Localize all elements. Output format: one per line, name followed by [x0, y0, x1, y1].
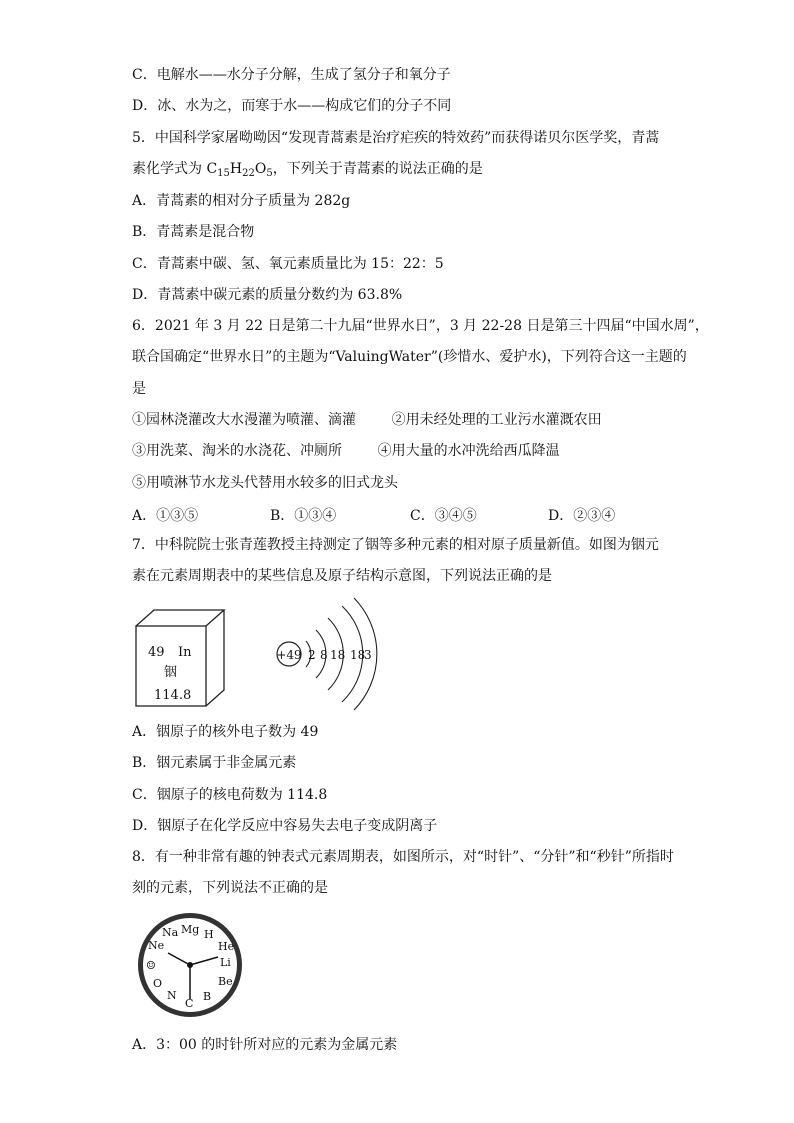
- q8-stem-line1: 8．有一种非常有趣的钟表式元素周期表，如图所示，对“时针”、“分针”和“秒针”所指时: [132, 849, 674, 865]
- clock-label-ne: Ne: [148, 939, 165, 952]
- q7-option-d: D．铟原子在化学反应中容易失去电子变成阴离子: [132, 818, 438, 834]
- q7-option-c: C．铟原子的核电荷数为 114.8: [132, 787, 328, 803]
- q4-option-d: D．冰、水为之，而寒于水——构成它们的分子不同: [132, 98, 452, 114]
- clock-label-h: H: [204, 928, 214, 941]
- q6-stem-line1: 6．2021 年 3 月 22 日是第二十九届“世界水日”，3 月 22-28 日是第三十四届“中国水周”，: [132, 318, 709, 334]
- shell-3-electrons: 18: [330, 648, 346, 662]
- shell-1-electrons: 2: [308, 648, 316, 662]
- q6-option-c: C．③④⑤: [410, 508, 477, 524]
- q6-items-1-2: ①园林浇灌改大水漫灌为喷灌、滴灌 ②用未经处理的工业污水灌溉农田: [132, 412, 602, 428]
- atomic-mass: 114.8: [154, 688, 192, 703]
- q6-option-a: A．①③⑤: [132, 508, 199, 524]
- clock-label-o: O: [153, 977, 163, 990]
- clock-label-b: B: [203, 990, 212, 1003]
- clock-label-na: Na: [162, 926, 179, 939]
- q5-option-c: C．青蒿素中碳、氢、氧元素质量比为 15：22：5: [132, 256, 444, 272]
- atomic-number: 49: [148, 645, 165, 660]
- q6-options: [132, 505, 692, 523]
- element-clock: [134, 911, 246, 1023]
- q8-option-a: A．3：00 的时针所对应的元素为金属元素: [132, 1037, 398, 1053]
- shell-2-electrons: 8: [320, 648, 328, 662]
- atom-structure: [276, 598, 377, 710]
- q7-stem-line2: 素在元素周期表中的某些信息及原子结构示意图，下列说法正确的是: [132, 568, 552, 584]
- q7-option-a: A．铟原子的核外电子数为 49: [132, 724, 319, 740]
- clock-label-be: Be: [218, 975, 233, 988]
- q5-option-d: D．青蒿素中碳元素的质量分数约为 63.8%: [132, 287, 403, 303]
- clock-label-smiley: ☺: [146, 959, 156, 972]
- indium-figure: [128, 596, 398, 716]
- q6-option-b: B．①③④: [270, 508, 337, 524]
- q5-option-a: A．青蒿素的相对分子质量为 282g: [132, 193, 351, 209]
- nucleus-charge: +49: [276, 648, 302, 662]
- clock-label-c: C: [185, 997, 194, 1010]
- q4-option-c: C．电解水——水分子分解，生成了氢分子和氧分子: [132, 67, 451, 83]
- q7-option-b: B．铟元素属于非金属元素: [132, 755, 297, 771]
- shell-5-electrons: 3: [364, 648, 372, 662]
- q7-stem-line1: 7．中科院院士张青莲教授主持测定了铟等多种元素的相对原子质量新值。如图为铟元: [132, 537, 659, 553]
- clock-center: [187, 962, 193, 968]
- q5-stem-line1: 5．中国科学家屠呦呦因“发现青蒿素是治疗疟疾的特效药”而获得诺贝尔医学奖，青蒿: [132, 130, 660, 146]
- clock-label-li: Li: [220, 956, 231, 969]
- card-top: [136, 610, 224, 626]
- element-name: 铟: [164, 665, 178, 680]
- element-symbol: In: [178, 645, 192, 660]
- q6-item-5: ⑤用喷淋节水龙头代替用水较多的旧式龙头: [132, 475, 398, 491]
- q5-option-b: B．青蒿素是混合物: [132, 224, 255, 240]
- clock-label-he: He: [218, 940, 235, 953]
- q6-stem-line2: 联合国确定“世界水日”的主题为“ValuingWater”(珍惜水、爱护水)，下列符合这一主题的: [132, 349, 687, 365]
- q8-stem-line2: 刻的元素，下列说法不正确的是: [132, 880, 328, 896]
- q5-stem-line2: 素化学式为 $C_{15}H_{22}O_5$，下列关于青蒿素的说法正确的是: [132, 161, 483, 179]
- clock-label-mg: Mg: [181, 923, 200, 936]
- q6-option-d: D．②③④: [548, 508, 616, 524]
- clock-label-n: N: [167, 989, 177, 1002]
- q6-stem-line3: 是: [132, 381, 146, 397]
- shell-4-electrons: 18: [350, 648, 366, 662]
- q6-items-3-4: ③用洗菜、淘米的水浇花、冲厕所 ④用大量的水冲洗给西瓜降温: [132, 443, 560, 459]
